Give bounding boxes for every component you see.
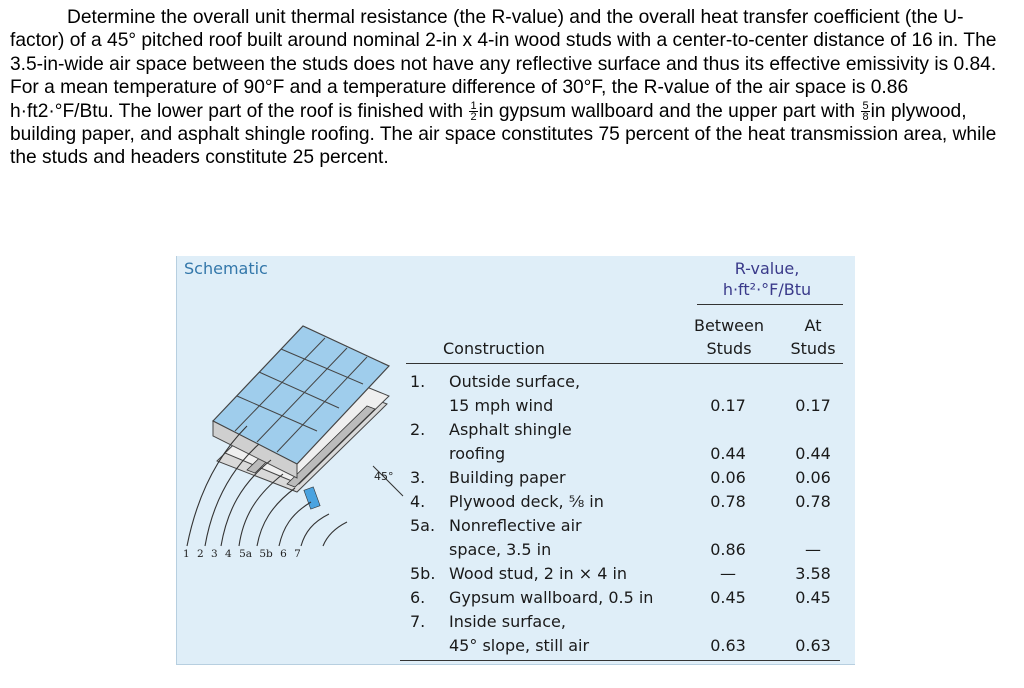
row-label: roofing (449, 444, 506, 463)
row-label: Outside surface, (449, 372, 581, 391)
roof-resistance-figure (176, 256, 855, 665)
row-number: 1. (410, 372, 426, 391)
fraction-half-denominator: 2 (470, 111, 477, 124)
rvalue-header (692, 258, 842, 300)
at-studs-header-line1: At (804, 316, 822, 335)
fraction-five-eighths (861, 101, 869, 122)
row-label: Plywood deck, ⅝ in (449, 492, 604, 511)
problem-text-end: in plywood, building paper, and asphalt shingle roofing. The air space constitutes 75 percent of the heat transmission area, while the studs and headers constitute 25 percent. (10, 100, 997, 169)
row-at-value: 0.63 (795, 636, 831, 655)
fraction-five-eighths-denominator: 8 (862, 111, 869, 124)
table-row (177, 636, 855, 660)
row-between-value: 0.86 (710, 540, 746, 559)
problem-text-middle: in gypsum wallboard and the upper part with (478, 100, 856, 122)
rvalue-header-units: h·ft²·°F/Btu (722, 280, 812, 299)
row-at-value: 0.78 (795, 492, 831, 511)
problem-statement (10, 6, 1016, 170)
row-number: 7. (410, 612, 426, 631)
row-at-value: 0.45 (795, 588, 831, 607)
table-row (177, 468, 855, 492)
row-label: Nonreflective air (449, 516, 582, 535)
row-label: Building paper (449, 468, 566, 487)
between-studs-column-header (687, 314, 771, 360)
row-number: 5b. (410, 564, 436, 583)
rvalue-header-title: R-value, (734, 259, 800, 278)
problem-text-start: Determine the overall unit thermal resistance (the R-value) and the overall heat transfer coefficient (the U-factor) of a 45° pitched roof built around nominal 2-in x 4-in wood studs with a center-to-center distance of 16 in. The 3.5-in-wide air space between the studs does not have any reflective surface and thus its effective emissivity is 0.84. For a mean temperature of 90°F and a temperature difference of 30°F, the R-value of the air space is 0.86 h·ft2·°F/Btu. The lower part of the roof is finished with (10, 7, 997, 122)
row-between-value: 0.17 (710, 396, 746, 415)
row-at-value: 0.44 (795, 444, 831, 463)
row-label: Wood stud, 2 in × 4 in (449, 564, 628, 583)
row-between-value: 0.45 (710, 588, 746, 607)
row-at-value: 0.17 (795, 396, 831, 415)
fraction-five-eighths-numerator: 5 (862, 100, 869, 113)
layer-number-labels: 1 2 3 4 5a 5b 6 7 (183, 548, 301, 560)
at-studs-column-header (781, 314, 845, 360)
problem-paragraph (10, 6, 1016, 170)
construction-column-header: Construction (443, 339, 545, 358)
table-row (177, 588, 855, 612)
table-row (177, 564, 855, 588)
table-header-rule (406, 363, 843, 364)
table-row (177, 396, 855, 420)
table-bottom-rule (400, 660, 840, 661)
rvalue-header-rule (697, 304, 843, 305)
row-number: 2. (410, 420, 426, 439)
row-between-value: 0.78 (710, 492, 746, 511)
table-row (177, 420, 855, 444)
row-at-value: 3.58 (795, 564, 831, 583)
row-label: Asphalt shingle (449, 420, 572, 439)
row-at-value: 0.06 (795, 468, 831, 487)
fraction-half-numerator: 1 (470, 100, 477, 113)
row-label: 15 mph wind (449, 396, 554, 415)
row-at-value: — (805, 540, 821, 559)
row-label: space, 3.5 in (449, 540, 552, 559)
row-number: 4. (410, 492, 426, 511)
row-label: Inside surface, (449, 612, 566, 631)
table-row (177, 540, 855, 564)
table-row (177, 444, 855, 468)
row-between-value: — (720, 564, 736, 583)
table-row (177, 612, 855, 636)
row-between-value: 0.06 (710, 468, 746, 487)
row-label: 45° slope, still air (449, 636, 590, 655)
angle-label: 45° (374, 470, 394, 483)
row-number: 5a. (410, 516, 436, 535)
row-number: 3. (410, 468, 426, 487)
row-label: Gypsum wallboard, 0.5 in (449, 588, 654, 607)
row-between-value: 0.63 (710, 636, 746, 655)
between-studs-header-line2: Studs (706, 339, 752, 358)
row-between-value: 0.44 (710, 444, 746, 463)
row-number: 6. (410, 588, 426, 607)
fraction-half (469, 101, 477, 122)
table-row (177, 516, 855, 540)
table-row (177, 492, 855, 516)
schematic-label: Schematic (184, 259, 268, 278)
at-studs-header-line2: Studs (790, 339, 836, 358)
between-studs-header-line1: Between (693, 316, 764, 335)
table-row (177, 372, 855, 396)
